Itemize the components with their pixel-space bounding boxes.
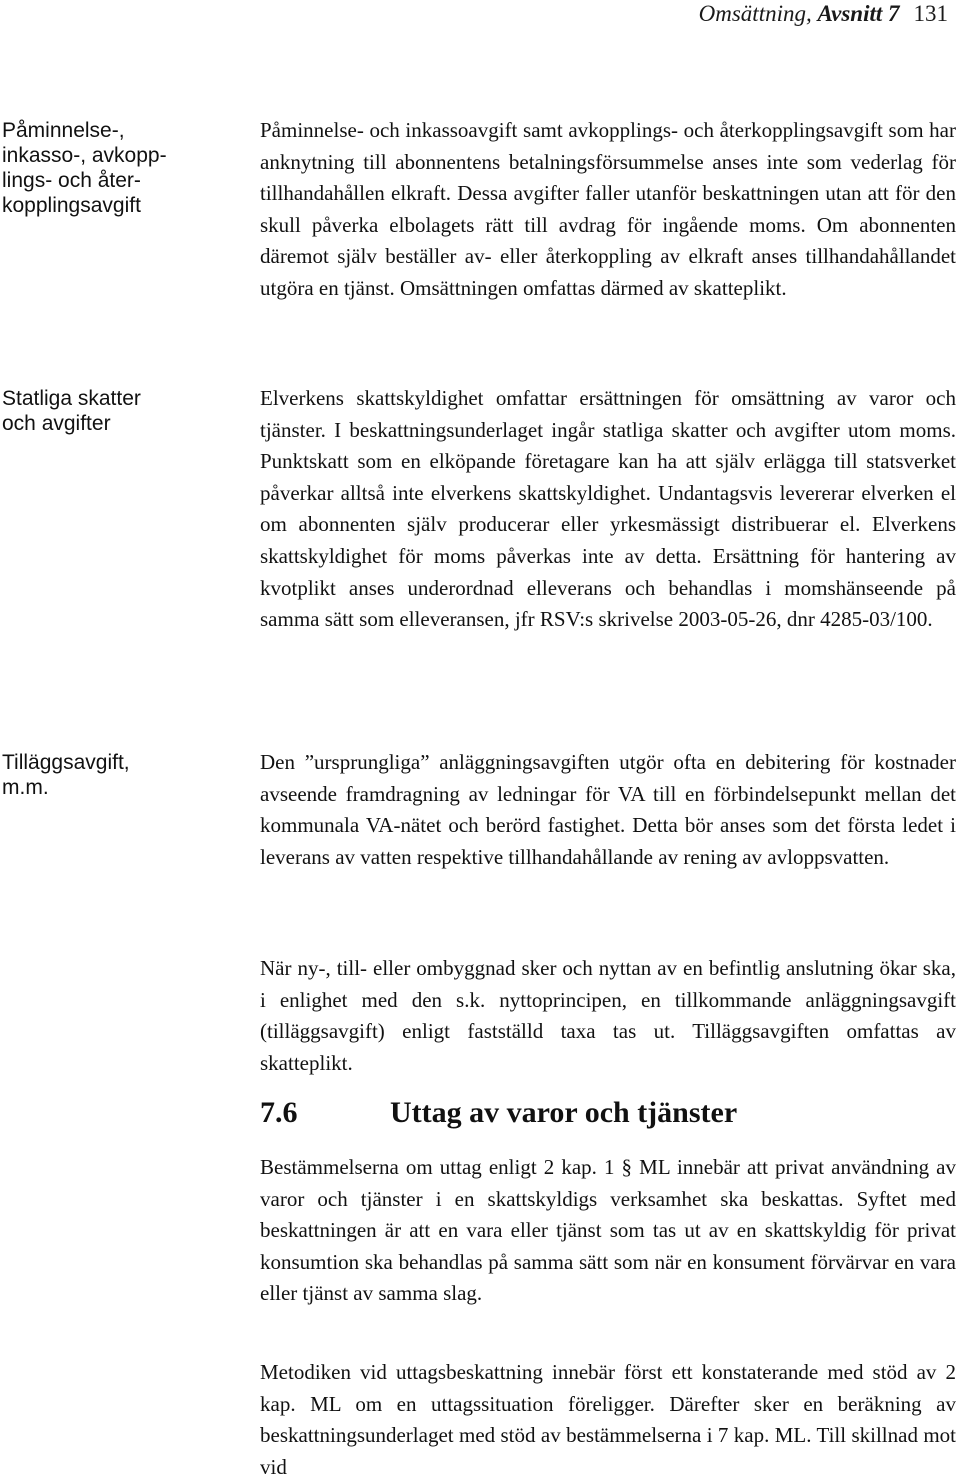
paragraph-uttag: Bestämmelserna om uttag enligt 2 kap. 1 § ML innebär att privat användning av varor och tjänster i en skattskyldigs verksamhet ska beskattas. Syftet med beskattningen är att en vara eller tjänst som tas ut av en skattskyldig för privat konsumtion ska behandlas på samma sätt som när en konsument förvärvar en vara eller tjänst av samma slag. <box>260 1155 956 1306</box>
margin-note-tillaggsavgift: Tilläggsavgift, m.m. <box>2 751 130 799</box>
running-header-section: Avsnitt 7 <box>817 1 900 26</box>
section-title: Uttag av varor och tjänster <box>390 1096 738 1129</box>
paragraph-tillaggsavgift: När ny-, till- eller ombyggnad sker och nyttan av en befintlig anslutning ökar ska, i enlighet med den s.k. nyttoprincipen, en tillkommande anläggningsavgift (tilläggsavgift) enligt fastställd taxa tas ut. Tilläggsavgiften omfattas av skatteplikt. <box>260 956 956 1075</box>
paragraph-paminnelseavgift: Påminnelse- och inkassoavgift samt avkopplings- och återkopplingsavgift som har anknytning till abonnentens betalningsförsummelse anses inte som vederlag för tillhandahållen elkraft. Dessa avgifter faller utanför beskattningen utan att för den skull påverka elbolagets rätt till avdrag för ingående moms. Om abonnenten däremot själv beställer av- eller återkoppling av elkraft anses tillhandahållandet utgöra en tjänst. Omsättningen omfattas därmed av skatteplikt. <box>260 118 956 300</box>
running-header-chapter: Omsättning, <box>698 1 818 26</box>
margin-note-paminnelse: Påminnelse-, inkasso-, avkopp- lings- och åter- kopplingsavgift <box>2 119 167 217</box>
section-number: 7.6 <box>260 1096 298 1129</box>
paragraph-anlaggningsavgift: Den ”ursprungliga” anläggningsavgiften utgör ofta en debitering för kostnader avseende framdragning av ledningar för VA till en förbindelsepunkt mellan det kommunala VA-nätet och berörd fastighet. Detta bör anses som det första ledet i leverans av vatten respektive tillhandahållande av rening av avloppsvatten. <box>260 750 956 869</box>
section-heading <box>260 1093 737 1133</box>
margin-note-statliga-skatter: Statliga skatter och avgifter <box>2 387 141 435</box>
page-number: 131 <box>913 1 948 26</box>
paragraph-statliga-skatter: Elverkens skattskyldighet omfattar ersättningen för omsättning av varor och tjänster. I beskattningsunderlaget ingår statliga skatter och avgifter utom moms. Punktskatt som en elköpande företagare kan ha att själv erlägga till statsverket påverkar alltså inte elverkens skattskyldighet. Undantagsvis levererar elverken el om abonnenten själv producerar eller yrkesmässigt distribuerar el. Elverkens skattskyldighet för moms påverkas inte av detta. Ersättning för hantering av kvotplikt anses underordnad elleverans och behandlas i momshänseende på samma sätt som elleveransen, jfr RSV:s skrivelse 2003-05-26, dnr 4285-03/100. <box>260 386 956 632</box>
paragraph-metodiken: Metodiken vid uttagsbeskattning innebär först ett konstaterande med stöd av 2 kap. ML om en uttagssituation föreligger. Därefter sker en beräkning av beskattningsunderlaget med stöd av bestämmelserna i 7 kap. ML. Till skillnad mot vid <box>260 1360 956 1479</box>
running-header <box>699 1 948 27</box>
